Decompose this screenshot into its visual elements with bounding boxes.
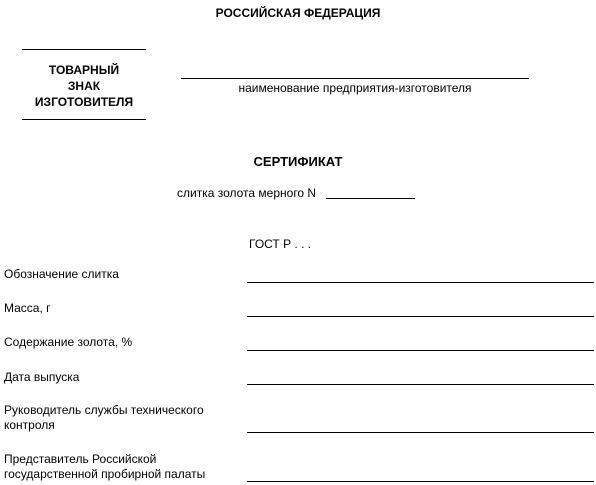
field-label-line: государственной пробирной палаты [4, 467, 206, 481]
gost-label: ГОСТ Р . . . [249, 237, 312, 251]
field-designation-line [247, 282, 594, 283]
field-mass-label [4, 301, 51, 316]
field-release-date-label [4, 370, 79, 385]
manufacturer-name-line [181, 78, 529, 79]
trademark-label [22, 62, 146, 110]
trademark-block [22, 49, 146, 121]
ingot-number-label: слитка золота мерного N [177, 186, 317, 200]
trademark-bottom-line [22, 119, 146, 120]
field-qc-head-label [4, 403, 204, 433]
field-designation-label [4, 267, 119, 282]
field-gold-content-line [247, 350, 594, 351]
trademark-line-2: ЗНАК [67, 79, 101, 93]
field-release-date-line [247, 384, 594, 385]
field-assay-rep-label [4, 452, 205, 482]
field-assay-rep-line [247, 481, 594, 482]
field-gold-content-label [4, 335, 132, 350]
field-label-line: Представитель Российской [4, 452, 157, 466]
field-qc-head-line [247, 432, 594, 433]
field-label-line: Содержание золота, % [4, 335, 133, 349]
certificate-title: СЕРТИФИКАТ [253, 154, 343, 169]
field-label-line: Обозначение слитка [4, 267, 119, 281]
trademark-line-1: ТОВАРНЫЙ [48, 63, 120, 77]
ingot-number-line [326, 198, 415, 199]
field-label-line: контроля [4, 418, 55, 432]
field-mass-line [247, 316, 594, 317]
field-label-line: Руководитель службы технического [4, 403, 204, 417]
field-label-line: Дата выпуска [4, 370, 80, 384]
field-label-line: Масса, г [4, 301, 51, 315]
country-header: РОССИЙСКАЯ ФЕДЕРАЦИЯ [215, 6, 381, 20]
trademark-top-line [22, 49, 146, 50]
trademark-line-3: ИЗГОТОВИТЕЛЯ [34, 95, 134, 109]
manufacturer-caption: наименование предприятия-изготовителя [238, 81, 472, 95]
